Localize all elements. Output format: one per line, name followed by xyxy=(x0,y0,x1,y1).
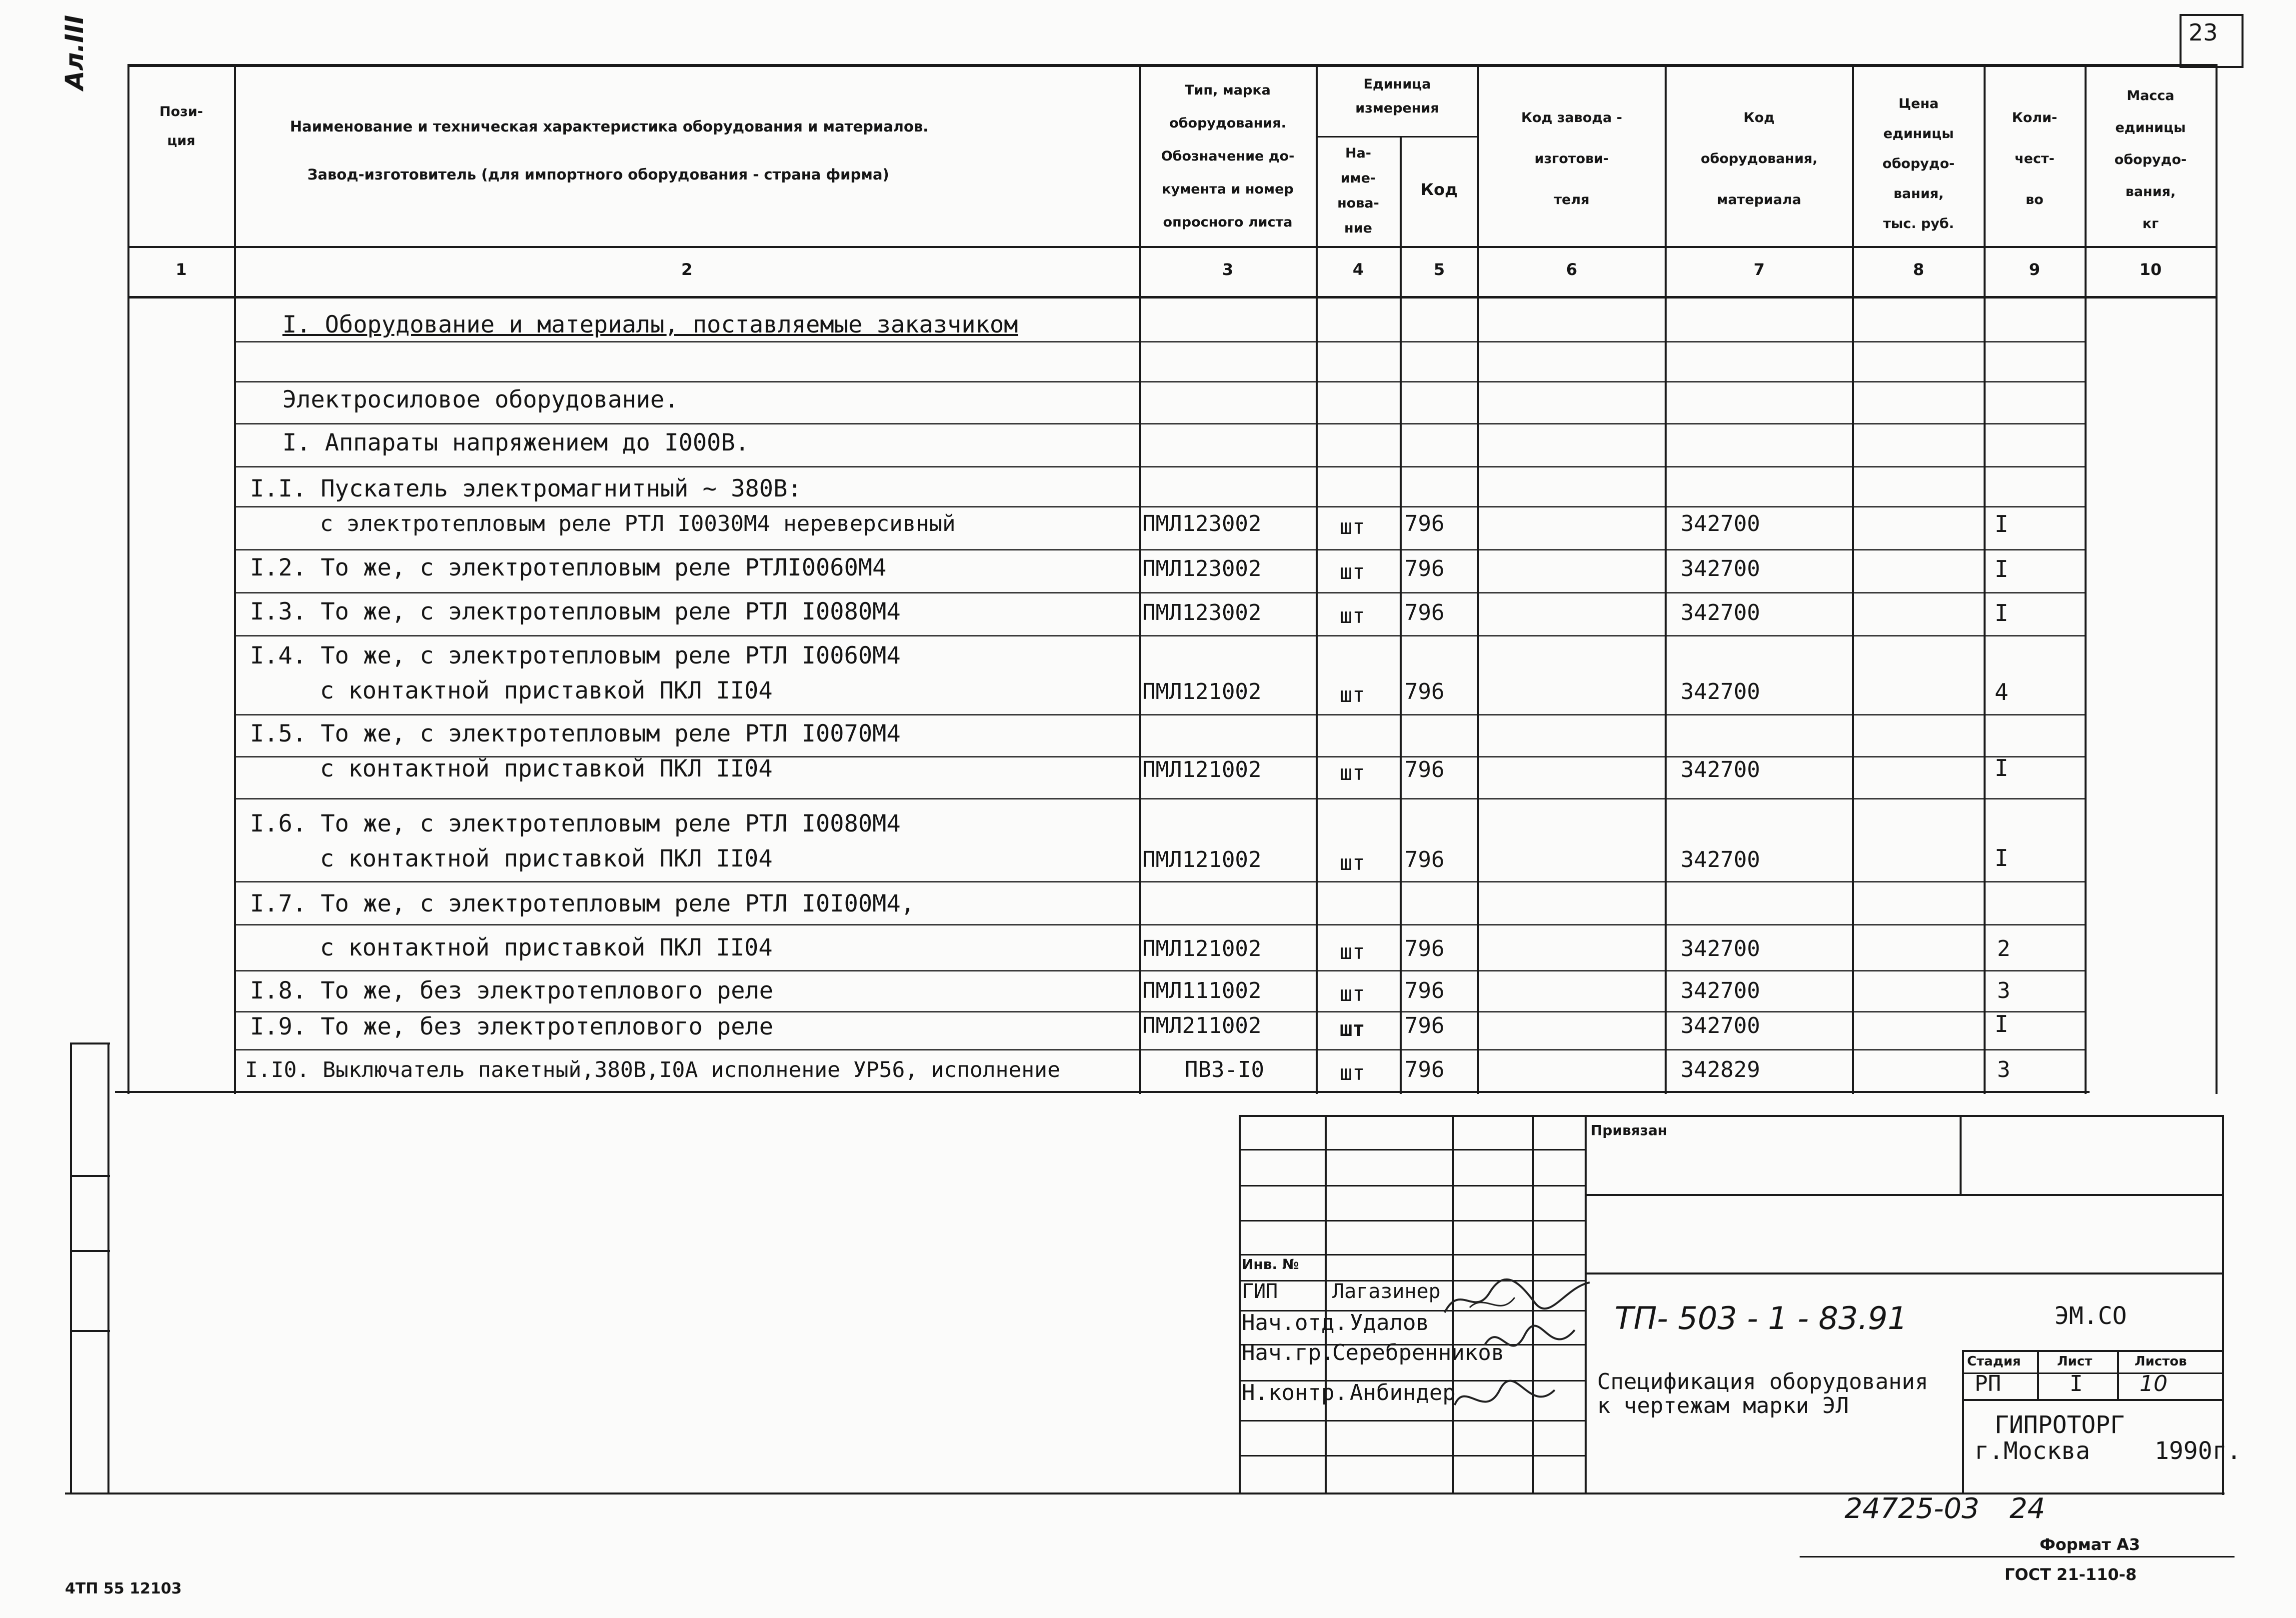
listov-value: 10 xyxy=(2140,1371,2168,1396)
row-qty: I xyxy=(1995,556,2009,582)
sheet-number-box xyxy=(2180,14,2244,68)
header-col3: Тип, марка оборудования. Обозначение до- кумента и номер опросного листа xyxy=(1161,82,1295,230)
row-code: 796 xyxy=(1405,757,1445,782)
row-name: с контактной приставкой ПКЛ II04 xyxy=(320,934,773,962)
listov-label: Листов xyxy=(2135,1354,2187,1369)
row-code: 796 xyxy=(1405,978,1445,1004)
header-col8: Цена единицы оборудо- вания, тыс. руб. xyxy=(1882,96,1955,232)
row-eqcode: 342700 xyxy=(1681,556,1760,582)
row-name: I.7. То же, с электротепловым реле РТЛ I0I00М4, xyxy=(250,890,915,918)
colnum-9: 9 xyxy=(2029,260,2041,279)
row-qty: I xyxy=(1995,600,2009,626)
row-eqcode: 342700 xyxy=(1681,847,1760,872)
header-col10: Масса единицы оборудо- вания, кг xyxy=(2114,88,2187,232)
document-code: ТП- 503 - 1 - 83.91 xyxy=(1615,1300,1908,1336)
row-qty: I xyxy=(1995,1010,2009,1038)
row-name: I.6. То же, с электротепловым реле РТЛ I0080М4 xyxy=(250,810,901,838)
row-type: ПМЛ121002 xyxy=(1142,679,1262,704)
gost-label: ГОСТ 21-110-8 xyxy=(2005,1565,2137,1584)
stadia-label: Стадия xyxy=(1967,1354,2021,1369)
row-type: ПМЛ123002 xyxy=(1142,511,1262,536)
row-name: I.8. То же, без электротеплового реле xyxy=(250,977,773,1004)
row-qty: I xyxy=(1995,510,2009,538)
header-col2-line1: Наименование и техническая характеристика оборудования и материалов. xyxy=(290,118,929,135)
handwritten-page: 24 xyxy=(2010,1492,2046,1525)
row-unit: шт xyxy=(1340,1016,1365,1041)
colnum-4: 4 xyxy=(1352,260,1364,279)
colnum-8: 8 xyxy=(1913,260,1925,279)
row-unit: шт xyxy=(1340,1060,1365,1085)
row-code: 796 xyxy=(1405,936,1445,962)
spec-title-line2: к чертежам марки ЭЛ xyxy=(1597,1393,1849,1418)
table-row xyxy=(250,642,901,670)
row-name: I.9. То же, без электротеплового реле xyxy=(250,1013,773,1040)
row-eqcode: 342700 xyxy=(1681,757,1760,782)
row-type: ПМЛ121002 xyxy=(1142,936,1262,962)
header-col6: Код завода - изготови- теля xyxy=(1521,110,1622,208)
row-name: с контактной приставкой ПКЛ II04 xyxy=(320,845,773,872)
row-type: ПМЛ121002 xyxy=(1142,757,1262,782)
print-code: 4ТП 55 12103 xyxy=(65,1580,182,1598)
row-unit: шт xyxy=(1340,682,1365,707)
row-unit: шт xyxy=(1340,940,1365,964)
table-row xyxy=(250,720,901,748)
colnum-5: 5 xyxy=(1433,260,1445,279)
margin-label: Ал.III xyxy=(60,14,89,90)
colnum-3: 3 xyxy=(1222,260,1234,279)
row-qty: I xyxy=(1995,754,2009,782)
table-row xyxy=(282,311,1018,339)
table-row xyxy=(250,810,901,838)
drawing-mark: ЭМ.СО xyxy=(2055,1302,2127,1330)
row-name: I.4. То же, с электротепловым реле РТЛ I0060М4 xyxy=(250,642,901,670)
signature-n-kontr xyxy=(1450,1370,1560,1425)
format-label: Формат А3 xyxy=(2040,1535,2141,1554)
row-code: 796 xyxy=(1405,600,1445,626)
row-eqcode: 342700 xyxy=(1681,679,1760,704)
privyazan-label: Привязан xyxy=(1591,1122,1668,1138)
row-code: 796 xyxy=(1405,679,1445,704)
sheet-number: 23 xyxy=(2189,19,2218,46)
row-eqcode: 342829 xyxy=(1681,1057,1760,1082)
table-row xyxy=(282,386,678,414)
row-type: ПМЛ211002 xyxy=(1142,1013,1262,1038)
header-unit-group: Единица измерения xyxy=(1355,76,1439,116)
row-eqcode: 342700 xyxy=(1681,600,1760,626)
gip-label: ГИП xyxy=(1242,1280,1278,1303)
city: г.Москва xyxy=(1975,1437,2091,1465)
row-name: I. Аппараты напряжением до I000В. xyxy=(282,429,749,456)
header-col1: Пози- ция xyxy=(159,104,203,148)
header-col9: Коли- чест- во xyxy=(2012,110,2058,208)
row-unit: шт xyxy=(1340,982,1365,1006)
row-name: I.5. То же, с электротепловым реле РТЛ I0070М4 xyxy=(250,720,901,748)
row-unit: шт xyxy=(1340,850,1365,875)
n-kontr-label: Н.контр. xyxy=(1242,1380,1348,1406)
row-name: I.3. То же, с электротепловым реле РТЛ I0080М4 xyxy=(250,598,901,626)
table-row xyxy=(282,429,749,457)
section-title: I. Оборудование и материалы, поставляемые заказчиком xyxy=(282,311,1018,338)
colnum-6: 6 xyxy=(1566,260,1578,279)
row-eqcode: 342700 xyxy=(1681,936,1760,962)
stadia-value: РП xyxy=(1975,1371,2001,1396)
row-name: с контактной приставкой ПКЛ II04 xyxy=(320,677,773,704)
row-code: 796 xyxy=(1405,1057,1445,1082)
row-qty: I xyxy=(1995,844,2009,872)
list-value: I xyxy=(2070,1371,2083,1396)
header-col7: Код оборудования, материала xyxy=(1701,110,1818,208)
row-qty: 2 xyxy=(1997,936,2011,962)
colnum-10: 10 xyxy=(2139,260,2162,279)
n-kontr-name: Анбиндер xyxy=(1350,1380,1456,1406)
row-qty: 4 xyxy=(1995,678,2009,706)
colnum-1: 1 xyxy=(175,260,187,279)
year: 1990г. xyxy=(2155,1437,2242,1465)
nach-otd-name: Удалов xyxy=(1350,1310,1429,1336)
nach-otd-label: Нач.отд. xyxy=(1242,1310,1348,1336)
row-name: I.I0. Выключатель пакетный,380В,I0А исполнение УР56, исполнение xyxy=(245,1058,1060,1082)
row-type: ПМЛ123002 xyxy=(1142,600,1262,626)
row-qty: 3 xyxy=(1997,1057,2011,1082)
colnum-2: 2 xyxy=(681,260,693,279)
row-unit: шт xyxy=(1340,560,1365,584)
table-row xyxy=(250,475,802,503)
row-code: 796 xyxy=(1405,847,1445,872)
row-eqcode: 342700 xyxy=(1681,978,1760,1004)
row-unit: шт xyxy=(1340,514,1365,539)
list-label: Лист xyxy=(2057,1354,2093,1369)
row-unit: шт xyxy=(1340,760,1365,785)
row-type: ПМЛ123002 xyxy=(1142,556,1262,582)
row-name: I.I. Пускатель электромагнитный ~ 380В: xyxy=(250,475,802,502)
row-type: ПВ3-I0 xyxy=(1185,1057,1264,1082)
row-type: ПМЛ121002 xyxy=(1142,847,1262,872)
row-name: с контактной приставкой ПКЛ II04 xyxy=(320,755,773,782)
row-eqcode: 342700 xyxy=(1681,511,1760,536)
row-qty: 3 xyxy=(1997,978,2011,1004)
row-code: 796 xyxy=(1405,1013,1445,1038)
header-col5: Код xyxy=(1421,180,1458,199)
handwritten-code: 24725-03 xyxy=(1845,1492,1980,1525)
header-col4: На- име- нова- ние xyxy=(1337,146,1379,236)
organization: ГИПРОТОРГ xyxy=(1995,1411,2125,1439)
row-name: с электротепловым реле РТЛ I0030М4 нереверсивный xyxy=(320,511,956,536)
nach-gr-name: Серебренников xyxy=(1332,1340,1505,1366)
row-name: Электросиловое оборудование. xyxy=(282,386,679,414)
row-code: 796 xyxy=(1405,556,1445,582)
row-name: I.2. То же, с электротепловым реле РТЛI0060М4 xyxy=(250,554,887,582)
colnum-7: 7 xyxy=(1753,260,1765,279)
row-type: ПМЛ111002 xyxy=(1142,978,1262,1004)
inv-no-label: Инв. № xyxy=(1242,1256,1299,1272)
table-row xyxy=(250,890,915,918)
signature-nach-gr xyxy=(1480,1315,1580,1370)
row-eqcode: 342700 xyxy=(1681,1013,1760,1038)
row-unit: шт xyxy=(1340,604,1365,628)
header-col2-line2: Завод-изготовитель (для импортного оборудования - страна фирма) xyxy=(307,166,889,183)
spec-title-line1: Спецификация оборудования xyxy=(1597,1369,1929,1394)
row-code: 796 xyxy=(1405,511,1445,536)
nach-gr-label: Нач.гр. xyxy=(1242,1340,1335,1366)
gip-name: Лагазинер xyxy=(1332,1280,1441,1303)
